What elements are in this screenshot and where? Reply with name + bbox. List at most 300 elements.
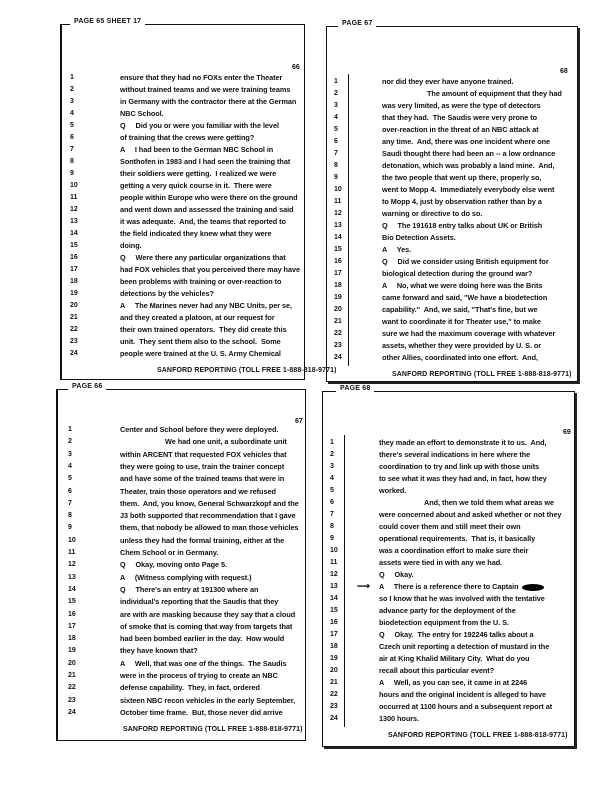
transcript-line — [424, 499, 554, 507]
line-text: the two people that went up there, properly so, — [382, 173, 542, 182]
line-number: 14 — [330, 595, 338, 602]
line-number: 18 — [334, 282, 342, 289]
transcript-line — [120, 110, 164, 118]
line-text: individual's reporting that the Saudis that they — [120, 597, 279, 607]
transcript-line — [120, 488, 276, 496]
transcript-line — [120, 697, 295, 705]
line-text: nor did they ever have anyone trained. — [382, 77, 514, 86]
line-text: been problems with training or over-reaction to — [120, 277, 282, 286]
line-number: 3 — [70, 98, 74, 105]
transcript-page — [326, 26, 578, 382]
line-number: 13 — [334, 222, 342, 229]
transcript-line — [120, 338, 281, 346]
line-text: operational requirements. That is, it basically — [379, 534, 536, 543]
line-number: 10 — [70, 182, 78, 189]
transcript-line — [379, 559, 502, 567]
line-text: A There is a reference there to Captain — [379, 582, 519, 591]
transcript-line — [379, 655, 529, 663]
transcript-line — [120, 182, 272, 190]
page-label: PAGE 68 — [336, 385, 374, 393]
transcript-line — [120, 574, 252, 582]
line-number-divider — [348, 74, 349, 366]
line-number: 8 — [334, 162, 338, 169]
line-number: 9 — [68, 524, 72, 532]
line-number: 20 — [330, 667, 338, 674]
line-number: 17 — [330, 631, 338, 638]
line-number: 1 — [68, 426, 72, 433]
line-number: 19 — [330, 655, 338, 662]
transcript-line — [120, 86, 290, 94]
line-text: were concerned about and asked whether or not they — [379, 510, 562, 519]
line-text: NBC School. — [120, 109, 164, 118]
line-text: to Mopp 4, just by observation rather than by a — [382, 197, 542, 206]
transcript-line — [120, 475, 284, 483]
line-text: it was adequate. And, the teams that reported to — [120, 217, 286, 226]
line-text: Q The 191618 entry talks about UK or British — [382, 221, 543, 230]
line-text: doing. — [120, 241, 142, 250]
line-text: and went down and assessed the training and said — [120, 205, 294, 214]
line-number: 18 — [68, 635, 76, 643]
line-text: went to Mopp 4. Immediately everybody else went — [382, 185, 555, 194]
line-number: 11 — [330, 559, 338, 566]
line-number: 1 — [70, 74, 74, 81]
line-number: 1 — [334, 78, 338, 85]
transcript-line — [165, 438, 287, 446]
line-number: 12 — [68, 561, 76, 569]
line-number: 22 — [70, 326, 78, 333]
transcript-line — [120, 451, 287, 459]
transcript-line — [120, 350, 281, 358]
transcript-line — [120, 709, 283, 717]
line-text: other Allies, coordinated into one effort. And, — [382, 353, 538, 362]
line-text: they were going to use, train the trainer concept — [120, 461, 285, 471]
line-number: 6 — [70, 134, 74, 141]
line-number: 19 — [70, 290, 78, 297]
transcript-line — [120, 426, 278, 434]
transcript-line — [379, 487, 406, 495]
transcript-line — [382, 342, 541, 350]
transcript-line — [379, 547, 528, 555]
line-text: and have some of the trained teams that were in — [120, 474, 285, 484]
transcript-line — [382, 222, 542, 230]
line-number: 14 — [68, 585, 76, 593]
line-text: was a coordination effort to make sure their — [379, 546, 529, 555]
line-number: 5 — [70, 122, 74, 129]
line-text: over-reaction in the threat of an NBC attack at — [382, 125, 539, 134]
line-number: 16 — [334, 258, 342, 265]
transcript-line — [120, 561, 227, 569]
transcript-page — [60, 24, 337, 380]
transcript-line — [379, 535, 535, 543]
transcript-line — [120, 122, 279, 130]
line-number: 17 — [68, 622, 76, 630]
margin-arrow-icon: ⟶ — [357, 581, 370, 591]
transcript-line — [382, 186, 554, 194]
line-number: 7 — [330, 511, 334, 518]
transcript-line — [120, 302, 292, 310]
line-number: 5 — [330, 487, 334, 494]
line-text: advance party for the deployment of the — [379, 606, 516, 615]
transcript-line — [379, 631, 533, 639]
line-number: 19 — [68, 647, 76, 655]
transcript-line — [120, 170, 276, 178]
line-number: 14 — [334, 234, 342, 241]
line-text: biodetection equipment from the U. S. — [379, 618, 509, 627]
transcript-line — [379, 463, 539, 471]
line-number: 9 — [334, 174, 338, 181]
line-text: are with are masking because they say that a cloud — [120, 609, 296, 619]
line-text: without trained teams and we were training teams — [120, 85, 291, 94]
transcript-line — [120, 463, 284, 471]
page-footer: SANFORD REPORTING (TOLL FREE 1-888-818-9771) — [392, 371, 572, 378]
line-number: 5 — [334, 126, 338, 133]
page-footer: SANFORD REPORTING (TOLL FREE 1-888-818-9771) — [123, 725, 303, 733]
line-number: 9 — [70, 170, 74, 177]
transcript-line — [120, 500, 299, 508]
page-label: PAGE 66 — [68, 383, 106, 391]
line-text: Center and School before they were deployed. — [120, 425, 279, 434]
transcript-line — [120, 98, 296, 106]
line-number: 23 — [70, 338, 78, 345]
line-number: 13 — [70, 218, 78, 225]
line-text: people were trained at the U. S. Army Chemical — [120, 349, 281, 358]
transcript-line — [120, 278, 281, 286]
line-number: 3 — [334, 102, 338, 109]
transcript-line — [382, 258, 549, 266]
line-number: 16 — [70, 254, 78, 261]
transcript-line — [379, 475, 547, 483]
line-text: ensure that they had no FOXs enter the Theater — [120, 73, 283, 82]
line-number: 21 — [68, 672, 76, 679]
line-text: they have known that? — [120, 646, 198, 656]
transcript-line — [120, 134, 254, 142]
transcript-line — [379, 511, 561, 519]
line-text: of smoke that is coming that way from targets that — [120, 621, 293, 631]
transcript-line — [120, 586, 258, 594]
line-number: 16 — [330, 619, 338, 626]
line-text: unless they had the formal training, either at the — [120, 535, 285, 545]
line-number: 15 — [70, 242, 78, 249]
line-text: had FOX vehicles that you perceived there may have — [120, 265, 300, 274]
transcript-line — [382, 294, 547, 302]
transcript-line — [382, 78, 514, 86]
line-text: Saudi thought there had been an -- a low ordnance — [382, 149, 556, 158]
line-text: getting a very quick course in it. There were — [120, 181, 272, 190]
line-text: detections by the vehicles? — [120, 289, 214, 298]
line-text: sure we had the maximum coverage with whatever — [382, 329, 556, 338]
line-number: 7 — [334, 150, 338, 157]
transcript-line — [120, 635, 284, 643]
line-number: 22 — [334, 330, 342, 337]
line-number: 20 — [70, 302, 78, 309]
line-text: their soldiers were getting. I realized we were — [120, 169, 277, 178]
transcript-line — [382, 246, 411, 254]
line-number: 23 — [330, 703, 338, 710]
line-number: 11 — [334, 198, 342, 205]
transcript-line — [379, 523, 520, 531]
line-text: Bio Detection Assets. — [382, 233, 456, 242]
page-footer: SANFORD REPORTING (TOLL FREE 1-888-818-9771) — [157, 367, 337, 374]
line-number: 18 — [330, 643, 338, 650]
line-text: Q Were there any particular organizations that — [120, 253, 286, 262]
transcript-line — [382, 210, 482, 218]
line-number: 21 — [334, 318, 342, 325]
line-number: 2 — [334, 90, 338, 97]
line-number: 20 — [334, 306, 342, 313]
transcript-line — [379, 607, 516, 615]
line-number: 24 — [334, 354, 342, 361]
transcript-line — [379, 715, 419, 723]
redaction-mark — [522, 584, 544, 591]
line-text: Czech unit reporting a detection of mustard in the — [379, 642, 550, 651]
line-text: so I know that he was involved with the tentative — [379, 594, 545, 603]
line-text: and they created a platoon, at our request for — [120, 313, 275, 322]
line-number: 8 — [330, 523, 334, 530]
line-number: 2 — [70, 86, 74, 93]
line-number: 11 — [70, 194, 78, 201]
transcript-page-number: 67 — [295, 418, 303, 425]
transcript-line — [382, 126, 539, 134]
transcript-page — [322, 391, 575, 747]
transcript-line — [382, 354, 538, 362]
line-number: 14 — [70, 230, 78, 237]
transcript-line — [120, 549, 218, 557]
transcript-line — [120, 242, 142, 250]
line-number: 1 — [330, 439, 334, 446]
transcript-line — [382, 150, 555, 158]
line-number: 6 — [334, 138, 338, 145]
transcript-line — [120, 598, 278, 606]
line-text: detonation, which was probably a land mine. And, — [382, 161, 555, 170]
transcript-line — [382, 198, 542, 206]
line-text: within ARCENT that requested FOX vehicles that — [120, 449, 287, 459]
line-text: had been bombed earlier in the day. How would — [120, 634, 285, 644]
line-number: 10 — [68, 536, 76, 544]
line-text: A Well, as you can see, it came in at 2246 — [379, 678, 528, 687]
line-text: any time. And, there was one incident where one — [382, 137, 551, 146]
transcript-line — [120, 74, 282, 82]
transcript-page-number: 68 — [560, 68, 568, 75]
line-text: A I had been to the German NBC School in — [120, 145, 274, 154]
line-number-divider — [344, 435, 345, 727]
line-text: hours and the original incident is alleged to have — [379, 690, 546, 699]
line-text: assets were tied in with any we had. — [379, 558, 503, 567]
line-number: 9 — [330, 535, 334, 542]
line-number: 15 — [334, 246, 342, 253]
transcript-line — [427, 90, 562, 98]
page-label: PAGE 67 — [338, 20, 376, 28]
line-text: recall about this particular event? — [379, 666, 495, 675]
line-text: A Well, that was one of the things. The Saudis — [120, 658, 287, 668]
transcript-line — [379, 667, 494, 675]
line-text: in Germany with the contractor there at the German — [120, 97, 297, 106]
line-number: 15 — [68, 598, 76, 606]
line-number: 13 — [330, 583, 338, 590]
transcript-line — [120, 206, 294, 214]
line-text: that they had. The Saudis were very prone to — [382, 113, 538, 122]
line-text: capability." And, we said, "That's fine, but we — [382, 305, 538, 314]
line-text: their own trained operators. They did create this — [120, 325, 287, 334]
line-number: 5 — [68, 475, 72, 483]
line-text: The amount of equipment that they had — [427, 89, 562, 98]
line-text: people within Europe who were there on the ground — [120, 193, 298, 202]
page-footer: SANFORD REPORTING (TOLL FREE 1-888-818-9771) — [388, 732, 568, 739]
transcript-line — [120, 254, 286, 262]
transcript-line — [120, 672, 278, 680]
transcript-line — [382, 330, 555, 338]
line-number: 21 — [70, 314, 78, 321]
line-number: 10 — [330, 547, 338, 554]
line-number: 8 — [70, 158, 74, 165]
line-text: And, then we told them what areas we — [424, 498, 554, 507]
line-number: 7 — [70, 146, 74, 153]
line-number: 16 — [68, 610, 76, 618]
line-number: 21 — [330, 679, 338, 686]
line-number: 6 — [68, 487, 72, 495]
transcript-line — [379, 595, 545, 603]
line-text: A (Witness complying with request.) — [120, 572, 252, 582]
line-text: the field indicated they knew what they were — [120, 229, 272, 238]
line-number: 22 — [68, 684, 76, 692]
transcript-line — [120, 266, 300, 274]
line-text: could cover them and still meet their own — [379, 522, 521, 531]
line-text: Sonthofen in 1983 and I had seen the training that — [120, 157, 291, 166]
line-text: A The Marines never had any NBC Units, per se, — [120, 301, 292, 310]
line-number: 3 — [330, 463, 334, 470]
line-number: 18 — [70, 278, 78, 285]
transcript-line — [120, 146, 273, 154]
line-number: 11 — [68, 549, 76, 556]
line-text: worked. — [379, 486, 407, 495]
transcript-line — [120, 524, 298, 532]
line-text: they made an effort to demonstrate it to us. And, — [379, 438, 547, 447]
line-number: 24 — [70, 350, 78, 357]
transcript-line — [379, 583, 544, 591]
transcript-line — [120, 623, 292, 631]
line-number: 2 — [68, 438, 72, 446]
transcript-line — [120, 290, 214, 298]
transcript-line — [120, 684, 260, 692]
line-text: warning or directive to do so. — [382, 209, 483, 218]
transcript-page — [56, 389, 306, 741]
line-number: 6 — [330, 499, 334, 506]
line-text: 1300 hours. — [379, 714, 420, 723]
line-text: was very limited, as were the type of detectors — [382, 101, 541, 110]
line-text: them. And, you know, General Schwarzkopf and the — [120, 498, 299, 508]
line-text: A Yes. — [382, 245, 412, 254]
line-number: 24 — [68, 708, 76, 716]
line-text: defense capability. They, in fact, ordered — [120, 683, 260, 693]
transcript-line — [382, 270, 532, 278]
transcript-line — [120, 218, 286, 226]
line-number: 24 — [330, 715, 338, 722]
transcript-page-number: 66 — [292, 64, 300, 71]
transcript-line — [382, 282, 542, 290]
line-number: 13 — [68, 573, 76, 581]
line-text: unit. They sent them also to the school. Some — [120, 337, 281, 346]
line-text: want to coordinate it for Theater use," to make — [382, 317, 541, 326]
line-text: them, that nobody be allowed to man those vehicles — [120, 523, 299, 533]
transcript-line — [379, 643, 549, 651]
line-number: 7 — [68, 499, 72, 507]
transcript-page-number: 69 — [563, 429, 571, 436]
line-number: 15 — [330, 607, 338, 614]
line-text: of training that the crews were getting? — [120, 133, 255, 142]
transcript-line — [379, 451, 530, 459]
line-text: air at King Khalid Military City. What do you — [379, 654, 530, 663]
line-number: 8 — [68, 512, 72, 520]
line-number: 3 — [68, 450, 72, 458]
line-text: biological detection during the ground war? — [382, 269, 533, 278]
transcript-line — [379, 439, 547, 447]
transcript-line — [382, 234, 456, 242]
transcript-line — [382, 102, 541, 110]
transcript-line — [120, 158, 290, 166]
line-text: October time frame. But, those never did arrive — [120, 707, 283, 717]
line-text: to see what it was they had and, in fact, how they — [379, 474, 547, 483]
line-number: 17 — [70, 266, 78, 273]
line-text: sixteen NBC recon vehicles in the early September, — [120, 695, 296, 705]
transcript-line — [120, 194, 298, 202]
line-number: 23 — [334, 342, 342, 349]
line-text: Q Okay, moving onto Page 5. — [120, 560, 227, 570]
line-text: Q Did you or were you familiar with the level — [120, 121, 279, 130]
transcript-line — [382, 114, 537, 122]
transcript-line — [379, 703, 552, 711]
transcript-line — [382, 318, 541, 326]
line-text: Q Okay. — [379, 570, 414, 579]
line-text: Q Okay. The entry for 192246 talks about a — [379, 630, 534, 639]
transcript-line — [120, 326, 287, 334]
line-number: 19 — [334, 294, 342, 301]
transcript-line — [120, 647, 198, 655]
line-number: 12 — [70, 206, 78, 213]
transcript-line — [120, 512, 296, 520]
line-number: 12 — [334, 210, 342, 217]
transcript-line — [120, 314, 275, 322]
line-number: 12 — [330, 571, 338, 578]
transcript-line — [382, 162, 554, 170]
line-text: A No, what we were doing here was the Brits — [382, 281, 543, 290]
line-text: occurred at 1100 hours and a subsequent report at — [379, 702, 553, 711]
line-number: 4 — [68, 462, 72, 470]
line-text: there's several indications in here where the — [379, 450, 531, 459]
line-number: 23 — [68, 696, 76, 704]
transcript-line — [382, 138, 550, 146]
line-text: Chem School or in Germany. — [120, 548, 219, 557]
line-text: assets, whether they were provided by U. S. or — [382, 341, 542, 350]
line-text: J3 both supported that recommendation that I gave — [120, 511, 296, 521]
line-text: Q There's an entry at 191300 where an — [120, 584, 259, 594]
line-number: 17 — [334, 270, 342, 277]
line-number: 4 — [330, 475, 334, 482]
transcript-line — [120, 537, 284, 545]
transcript-line — [120, 230, 271, 238]
line-number: 20 — [68, 659, 76, 667]
transcript-line — [120, 660, 287, 668]
line-text: came forward and said, "We have a biodetection — [382, 293, 548, 302]
transcript-line — [379, 571, 414, 579]
line-number: 2 — [330, 451, 334, 458]
page-label: PAGE 65 SHEET 17 — [70, 18, 145, 26]
line-text: coordination to try and link up with those units — [379, 462, 540, 471]
transcript-line — [120, 611, 295, 619]
line-text: Q Did we consider using British equipment for — [382, 257, 549, 266]
line-text: were in the process of trying to create an NBC — [120, 671, 278, 680]
line-number: 22 — [330, 691, 338, 698]
line-text: We had one unit, a subordinate unit — [165, 437, 287, 447]
line-text: Theater, train those operators and we refused — [120, 486, 276, 496]
